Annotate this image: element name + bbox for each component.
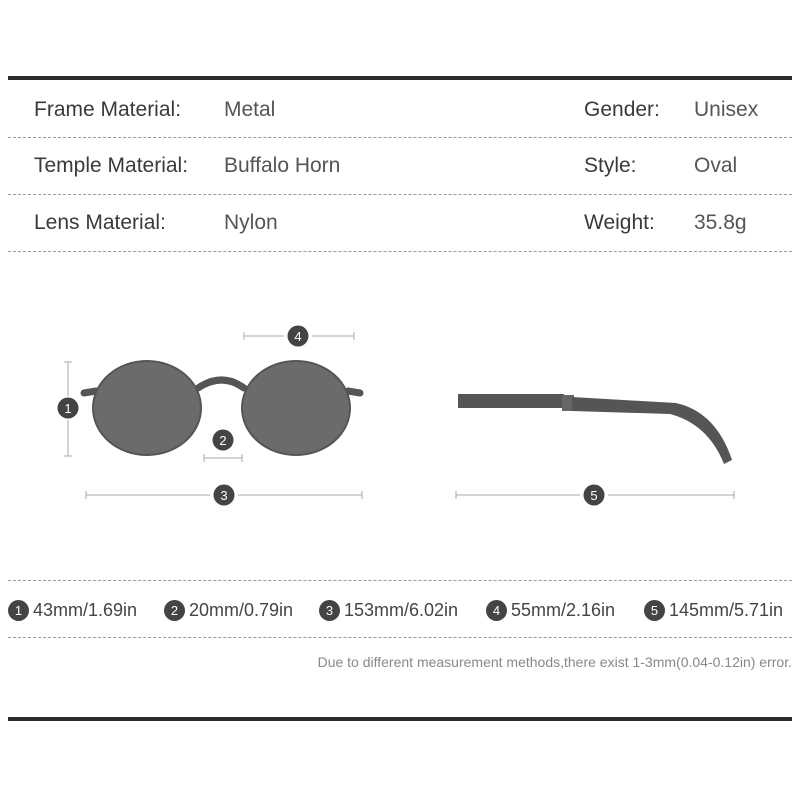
measurement-3 <box>319 590 458 630</box>
marker-2 <box>213 430 234 451</box>
spec-row-temple <box>0 138 800 194</box>
marker-4-label: 4 <box>294 329 302 344</box>
marker-5-label: 5 <box>590 488 598 503</box>
measurements-row <box>0 590 800 630</box>
measurement-4 <box>486 590 615 630</box>
gender-value: Unisex <box>694 98 759 121</box>
measurement-2-badge: 2 <box>164 600 185 621</box>
left-endpiece <box>84 391 96 393</box>
measurement-4-text: 55mm/2.16in <box>511 599 616 620</box>
top-rule <box>8 76 792 80</box>
measurement-5-badge: 5 <box>644 600 665 621</box>
bottom-rule <box>8 717 792 721</box>
measurement-2 <box>164 590 293 630</box>
weight-value: 35.8g <box>694 211 747 234</box>
measurement-2-text: 20mm/0.79in <box>189 599 294 620</box>
spec-row-lens <box>0 195 800 251</box>
temple-hinge-block <box>458 394 564 408</box>
measurement-1-text: 43mm/1.69in <box>33 599 138 620</box>
side-view-temple <box>458 394 732 464</box>
measurement-5-text: 145mm/5.71in <box>669 599 784 620</box>
weight-label: Weight: <box>584 211 655 234</box>
marker-1 <box>58 396 79 420</box>
glasses-dimension-diagram <box>0 300 800 530</box>
measurements-bottom-divider <box>8 637 792 638</box>
temple-material-label: Temple Material: <box>34 154 189 177</box>
lens-material-value: Nylon <box>224 211 278 234</box>
marker-1-label: 1 <box>64 401 72 416</box>
temple-arm <box>572 397 732 464</box>
frame-material-value: Metal <box>224 98 276 121</box>
marker-3-label: 3 <box>220 488 228 503</box>
right-lens <box>242 361 350 455</box>
style-label: Style: <box>584 154 637 177</box>
bridge <box>198 380 244 388</box>
lens-material-label: Lens Material: <box>34 211 166 234</box>
gender-label: Gender: <box>584 98 660 121</box>
marker-2-label: 2 <box>219 433 227 448</box>
temple-material-value: Buffalo Horn <box>224 154 341 177</box>
measurements-top-divider <box>8 580 792 581</box>
measurement-3-badge: 3 <box>319 600 340 621</box>
measurement-error-note: Due to different measurement methods,there exist 1-3mm(0.04-0.12in) error. <box>317 654 792 670</box>
marker-5 <box>580 483 608 507</box>
measurement-1 <box>8 590 137 630</box>
marker-3 <box>210 483 238 507</box>
row-divider <box>8 251 792 252</box>
right-endpiece <box>348 391 360 393</box>
measurement-1-badge: 1 <box>8 600 29 621</box>
left-lens <box>93 361 201 455</box>
measurement-5 <box>644 590 783 630</box>
measurement-3-text: 153mm/6.02in <box>344 599 459 620</box>
measurement-4-badge: 4 <box>486 600 507 621</box>
spec-row-frame <box>0 82 800 138</box>
marker-4 <box>284 324 312 348</box>
style-value: Oval <box>694 154 738 177</box>
frame-material-label: Frame Material: <box>34 98 182 121</box>
